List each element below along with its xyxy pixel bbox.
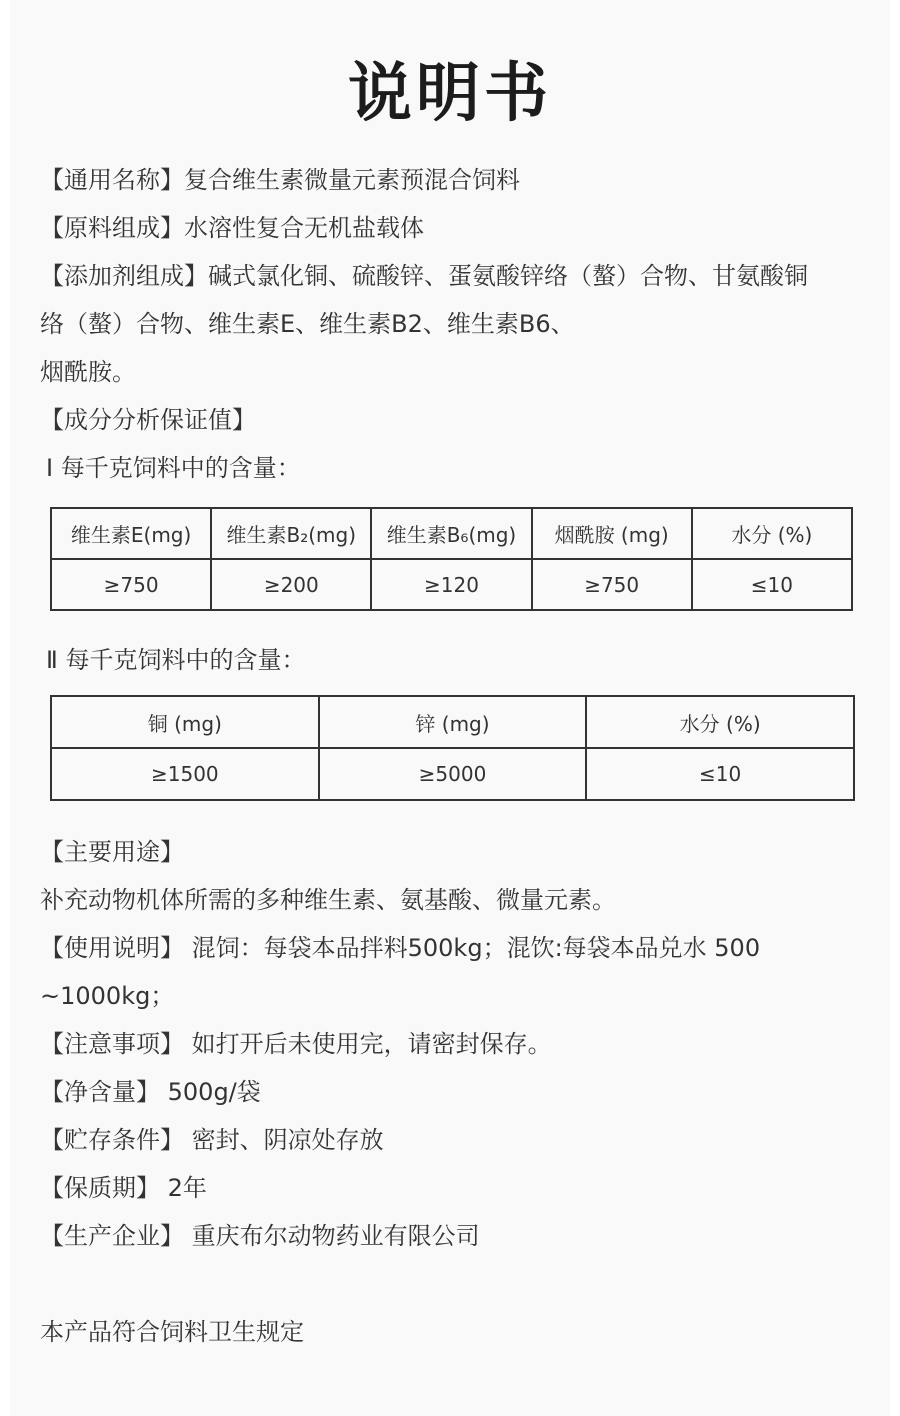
main-use-heading: 【主要用途】 (40, 838, 184, 866)
raw-material-label: 【原料组成】 (40, 214, 184, 242)
table-row (51, 748, 854, 800)
additive-line-2: 络（螯）合物、维生素E、维生素B2、维生素B6、 (40, 310, 575, 338)
table-header-cell: 维生素B₂(mg) (211, 508, 371, 559)
shelf-life-value: 2年 (160, 1174, 207, 1202)
additive-line-1 (40, 261, 808, 291)
additive-label: 【添加剂组成】 (40, 262, 208, 290)
section2-table (50, 695, 855, 801)
table-header-cell: 烟酰胺 (mg) (532, 508, 692, 559)
instruction-sheet (10, 0, 890, 1416)
net-content-line (40, 1077, 261, 1107)
analysis-heading: 【成分分析保证值】 (40, 406, 256, 434)
section1-heading: Ⅰ 每千克饲料中的含量： (46, 454, 301, 482)
storage-label: 【贮存条件】 (40, 1126, 184, 1154)
table-value-cell: ≤10 (586, 748, 854, 800)
shelf-life-label: 【保质期】 (40, 1174, 160, 1202)
additive-line-3: 烟酰胺。 (40, 358, 136, 386)
usage-value-1: 混饲：每袋本品拌料500kg；混饮:每袋本品兑水 500 (184, 934, 761, 962)
table-header-cell: 锌 (mg) (319, 696, 587, 748)
table-value-cell: ≥750 (51, 559, 211, 610)
table-header-cell: 铜 (mg) (51, 696, 319, 748)
table-value-cell: ≤10 (692, 559, 852, 610)
table-value-cell: ≥5000 (319, 748, 587, 800)
notice-value: 如打开后未使用完，请密封保存。 (184, 1030, 552, 1058)
section2-heading: Ⅱ 每千克饲料中的含量： (46, 646, 306, 674)
table-value-cell: ≥200 (211, 559, 371, 610)
manufacturer-value: 重庆布尔动物药业有限公司 (184, 1222, 480, 1250)
notice-label: 【注意事项】 (40, 1030, 184, 1058)
additive-value-1: 碱式氯化铜、硫酸锌、蛋氨酸锌络（螯）合物、甘氨酸铜 (208, 262, 808, 290)
table-value-cell: ≥120 (371, 559, 531, 610)
storage-value: 密封、阴凉处存放 (184, 1126, 384, 1154)
table-header-row (51, 696, 854, 748)
net-content-value: 500g/袋 (160, 1078, 261, 1106)
general-name-label: 【通用名称】 (40, 166, 184, 194)
table-row (51, 559, 852, 610)
section1-table (50, 507, 853, 611)
usage-label: 【使用说明】 (40, 934, 184, 962)
usage-line-2: ~1000kg； (40, 982, 175, 1010)
table-header-cell: 维生素E(mg) (51, 508, 211, 559)
table-value-cell: ≥750 (532, 559, 692, 610)
storage-line (40, 1125, 384, 1155)
table-value-cell: ≥1500 (51, 748, 319, 800)
usage-line-1 (40, 933, 760, 963)
main-use-value: 补充动物机体所需的多种维生素、氨基酸、微量元素。 (40, 886, 616, 914)
raw-material-value: 水溶性复合无机盐载体 (184, 214, 424, 242)
manufacturer-line (40, 1221, 480, 1251)
manufacturer-label: 【生产企业】 (40, 1222, 184, 1250)
table-header-cell: 水分 (%) (586, 696, 854, 748)
shelf-life-line (40, 1173, 207, 1203)
notice-line (40, 1029, 552, 1059)
general-name-value: 复合维生素微量元素预混合饲料 (184, 166, 520, 194)
page-title: 说明书 (348, 57, 552, 131)
raw-material-line (40, 213, 424, 243)
general-name-line (40, 165, 520, 195)
table-header-cell: 维生素B₆(mg) (371, 508, 531, 559)
table-header-cell: 水分 (%) (692, 508, 852, 559)
compliance-statement: 本产品符合饲料卫生规定 (40, 1318, 304, 1346)
table-header-row (51, 508, 852, 559)
net-content-label: 【净含量】 (40, 1078, 160, 1106)
